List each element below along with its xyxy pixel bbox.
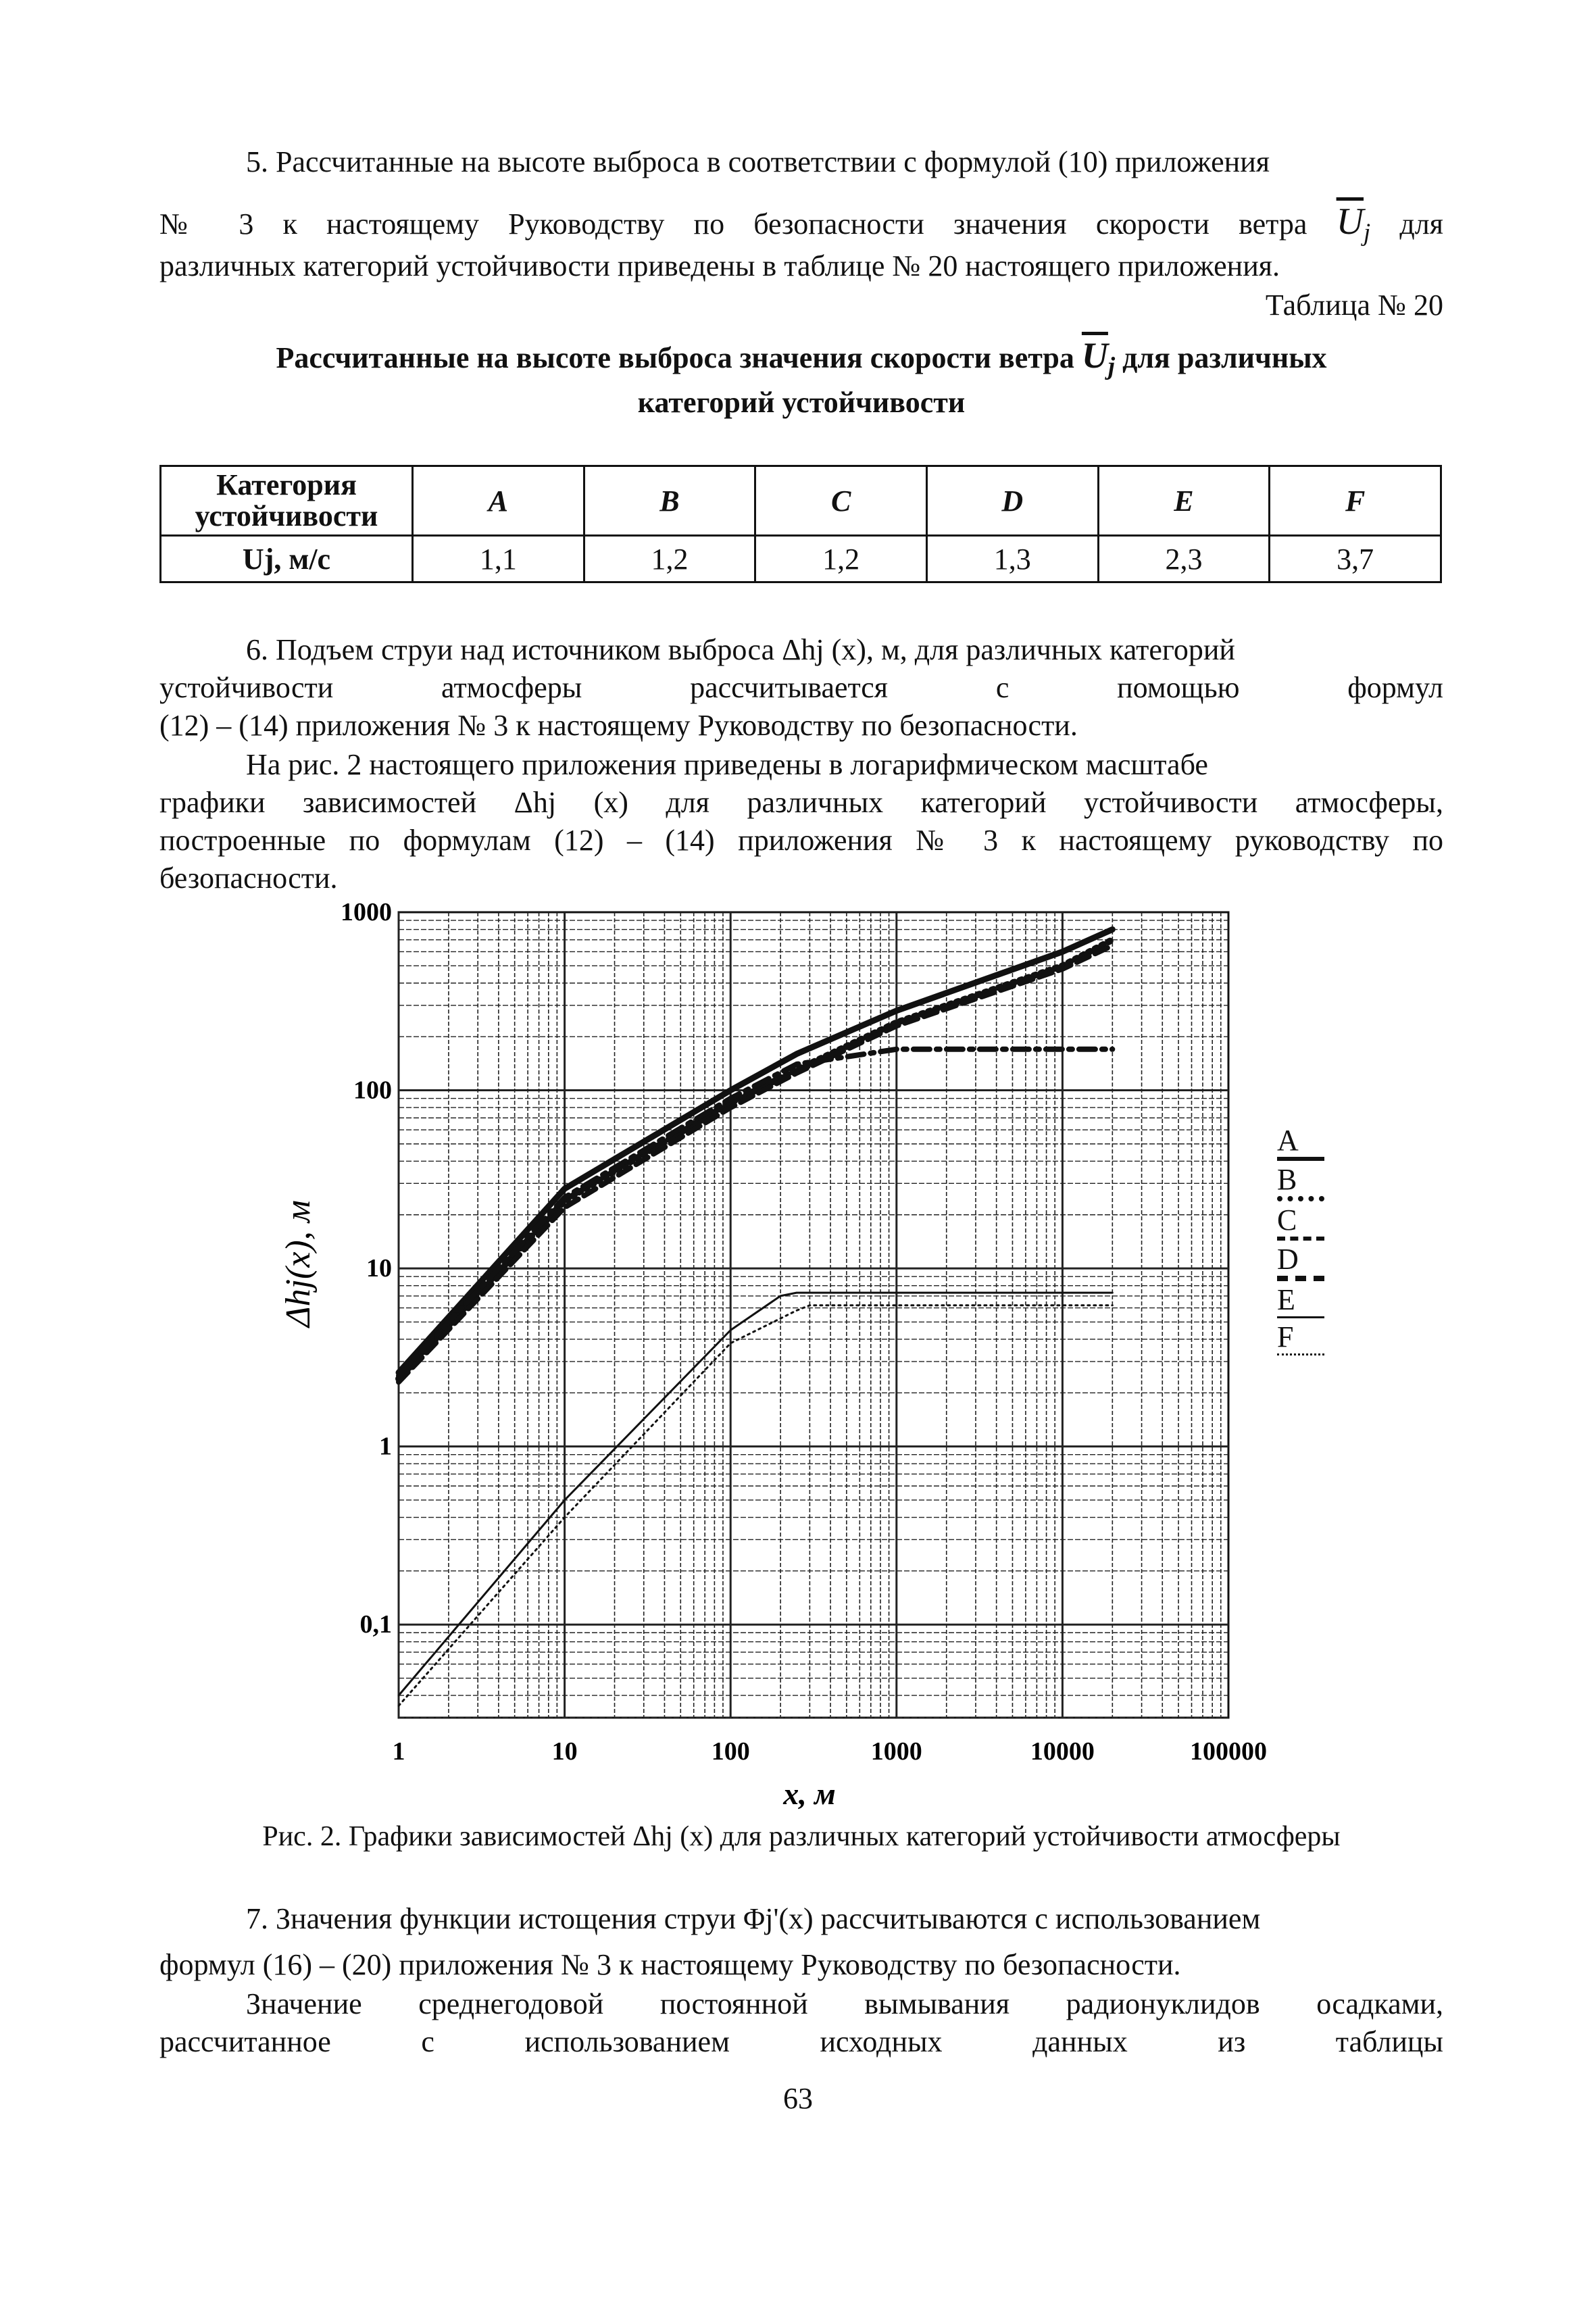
y-tick-label: 0,1 xyxy=(359,1610,392,1639)
table-cat-e: E xyxy=(1098,466,1270,536)
y-tick-label: 10 xyxy=(366,1254,392,1283)
legend-a: A xyxy=(1277,1127,1324,1161)
x-axis-label: x, м xyxy=(783,1776,836,1811)
x-tick-label: 100000 xyxy=(1190,1737,1267,1766)
y-tick-label: 100 xyxy=(353,1076,392,1105)
para-5-line-1: 5. Рассчитанные на высоте выброса в соответствии с формулой (10) приложения xyxy=(246,145,1270,178)
table-caption-text-end: для различных xyxy=(1122,341,1327,374)
series-line-c xyxy=(399,945,1112,1382)
chart-grid xyxy=(399,912,1228,1718)
series-line-a xyxy=(399,930,1112,1373)
legend-c: C xyxy=(1277,1207,1324,1241)
table-val-f: 3,7 xyxy=(1270,536,1441,582)
table-val-d: 1,3 xyxy=(926,536,1098,582)
table-cat-c: C xyxy=(755,466,927,536)
para-6-line-3: (12) – (14) приложения № 3 к настоящему Руководству по безопасности. xyxy=(159,709,1078,742)
table-cat-b: B xyxy=(584,466,755,536)
figure-caption: Рис. 2. Графики зависимостей Δhj (x) для различных категорий устойчивости атмосферы xyxy=(262,1821,1341,1852)
table-caption-symbol: $\overline{U}$ xyxy=(1081,335,1108,376)
wind-speed-symbol: $\overline{U}$ xyxy=(1336,201,1364,243)
page-number: 63 xyxy=(783,2082,813,2115)
para-9-line-1: Значение среднегодовой постоянной вымывания радионуклидов осадками, xyxy=(246,1987,1443,2020)
table-number: Таблица № 20 xyxy=(1265,289,1443,322)
table-val-b: 1,2 xyxy=(584,536,755,582)
para-6-line-1: 6. Подъем струи над источником выброса Δhj (x), м, для различных категорий xyxy=(246,633,1235,666)
para-8-line-2: формул (16) – (20) приложения № 3 к настоящему Руководству по безопасности. xyxy=(159,1948,1181,1981)
y-tick-label: 1 xyxy=(379,1432,392,1461)
x-tick-label: 1000 xyxy=(870,1737,922,1766)
y-axis-label: Δhj(x), м xyxy=(279,1200,318,1327)
table-row-label: Uj, м/с xyxy=(161,536,413,582)
table-cat-d: D xyxy=(926,466,1098,536)
para-7-line-1: На рис. 2 настоящего приложения приведены в логарифмическом масштабе xyxy=(246,748,1208,781)
table-val-c: 1,2 xyxy=(755,536,927,582)
table-caption-subscript: j xyxy=(1107,351,1116,380)
para-6-line-2: устойчивости атмосферы рассчитывается с помощью формул xyxy=(159,671,1443,704)
x-tick-label: 10000 xyxy=(1030,1737,1095,1766)
para-9-line-2: рассчитанное с использованием исходных данных из таблицы xyxy=(159,2025,1443,2058)
table-val-e: 2,3 xyxy=(1098,536,1270,582)
plot-frame xyxy=(399,912,1228,1718)
para-5-line-3: различных категорий устойчивости приведены в таблице № 20 настоящего приложения. xyxy=(159,249,1280,282)
table-val-a: 1,1 xyxy=(413,536,584,582)
x-tick-label: 1 xyxy=(392,1737,405,1766)
chart-legend xyxy=(1277,1124,1324,1355)
series-line-e xyxy=(399,1293,1112,1695)
legend-d: D xyxy=(1277,1246,1324,1281)
y-tick-label: 1000 xyxy=(341,898,392,926)
para-8-line-1: 7. Значения функции истощения струи Φj'(x) рассчитываются с использованием xyxy=(246,1902,1261,1935)
para-7-line-4: безопасности. xyxy=(159,862,338,895)
table-header-label: Категория устойчивости xyxy=(161,466,413,536)
wind-speed-subscript: j xyxy=(1364,218,1371,246)
legend-e: E xyxy=(1277,1287,1324,1318)
legend-f: F xyxy=(1277,1324,1324,1355)
table-cat-f: F xyxy=(1270,466,1441,536)
series-line-f xyxy=(399,1305,1112,1706)
para-5-line-2-end: для xyxy=(1399,207,1443,241)
chart-series xyxy=(399,930,1112,1706)
legend-b: B xyxy=(1277,1166,1324,1201)
x-tick-label: 10 xyxy=(551,1737,578,1766)
table-caption-line-2: категорий устойчивости xyxy=(637,386,966,419)
para-7-line-3: построенные по формулам (12) – (14) приложения № 3 к настоящему руководству по xyxy=(159,824,1443,857)
chart-tick-labels xyxy=(341,898,1267,1766)
para-7-line-2: графики зависимостей Δhj (x) для различных категорий устойчивости атмосферы, xyxy=(159,786,1443,819)
table-cat-a: A xyxy=(413,466,584,536)
x-tick-label: 100 xyxy=(711,1737,750,1766)
para-5-line-2-text: № 3 к настоящему Руководству по безопасности значения скорости ветра xyxy=(159,207,1307,241)
table-caption-text: Рассчитанные на высоте выброса значения скорости ветра xyxy=(276,341,1074,374)
